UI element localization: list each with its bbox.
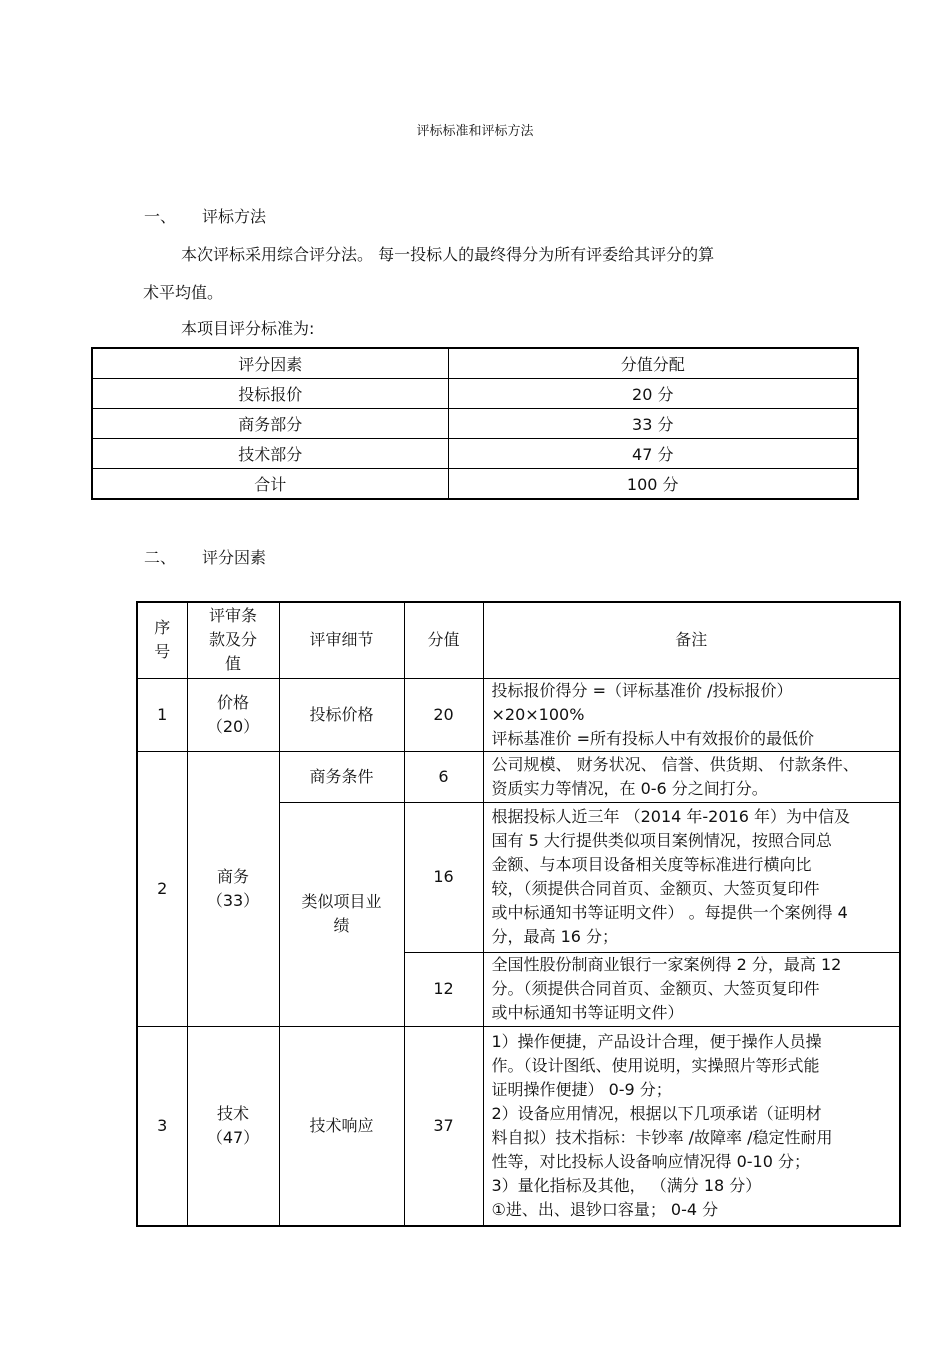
allocation-cell: 47 分 xyxy=(448,439,858,469)
page-title: 评标标准和评标方法 xyxy=(416,124,534,139)
score-cell: 20 xyxy=(404,678,483,751)
allocation-cell: 33 分 xyxy=(448,409,858,439)
note-line: 证明操作便捷） 0-9 分； xyxy=(491,1079,672,1099)
note-line: 全国性股份制商业银行一家案例得 2 分，最高 12 xyxy=(491,955,842,974)
table-header-row xyxy=(92,348,858,379)
allocation-cell: 100 分 xyxy=(448,469,858,500)
section-1-heading xyxy=(144,204,444,226)
section-1-title: 评标方法 xyxy=(202,207,267,226)
note-line: 或中标通知书等证明文件） xyxy=(491,1003,684,1022)
section-2-heading xyxy=(144,545,444,567)
table-row xyxy=(92,379,858,409)
note-line: 分。（须提供合同首页、金额页、大签页复印件 xyxy=(491,979,820,998)
note-line: ×20×100% xyxy=(491,704,585,724)
table-row xyxy=(137,751,900,802)
item-cell: 商务 （33） xyxy=(187,751,279,1026)
score-allocation-table xyxy=(91,347,859,500)
note-line: 料自拟）技术指标：卡钞率 /故障率 /稳定性耐用 xyxy=(491,1127,833,1147)
header-score: 分值 xyxy=(404,602,483,678)
score-cell: 37 xyxy=(404,1026,483,1226)
header-detail: 评审细节 xyxy=(279,602,404,678)
score-cell: 16 xyxy=(404,802,483,952)
factor-cell: 合计 xyxy=(92,469,448,500)
section-2-title: 评分因素 xyxy=(202,548,267,567)
header-item: 评审条 款及分 值 xyxy=(187,602,279,678)
factor-cell: 技术部分 xyxy=(92,439,448,469)
serial-cell: 2 xyxy=(137,751,187,1026)
score-standard-intro: 本项目评分标准为: xyxy=(181,319,315,338)
serial-cell: 1 xyxy=(137,678,187,751)
method-paragraph-line-1: 本次评标采用综合评分法。 每一投标人的最终得分为所有评委给其评分的算 xyxy=(181,245,715,264)
note-cell xyxy=(483,1026,900,1226)
note-line: 金额、与本项目设备相关度等标准进行横向比 xyxy=(491,855,812,874)
note-line: 2）设备应用情况，根据以下几项承诺（证明材 xyxy=(491,1103,822,1123)
detail-cell: 技术响应 xyxy=(279,1026,404,1226)
table-row xyxy=(92,409,858,439)
factor-cell: 投标报价 xyxy=(92,379,448,409)
detail-cell: 类似项目业 绩 xyxy=(279,802,404,1026)
note-line: 较，（须提供合同首页、金额页、大签页复印件 xyxy=(491,879,820,898)
header-allocation: 分值分配 xyxy=(448,348,858,379)
method-paragraph-line-2: 术平均值。 xyxy=(143,283,224,302)
header-factor: 评分因素 xyxy=(92,348,448,379)
note-line: ①进、出、退钞口容量； 0-4 分 xyxy=(491,1199,719,1219)
header-serial: 序 号 xyxy=(137,602,187,678)
header-note: 备注 xyxy=(483,602,900,678)
item-cell: 价格 （20） xyxy=(187,678,279,751)
note-cell xyxy=(483,678,900,751)
detail-cell: 商务条件 xyxy=(279,751,404,802)
factor-cell: 商务部分 xyxy=(92,409,448,439)
table-row xyxy=(92,469,858,500)
table-header-row xyxy=(137,602,900,678)
note-cell xyxy=(483,952,900,1026)
note-line: 1）操作便捷，产品设计合理，便于操作人员操 xyxy=(491,1031,822,1051)
table-row xyxy=(137,678,900,751)
serial-cell: 3 xyxy=(137,1026,187,1226)
score-cell: 6 xyxy=(404,751,483,802)
table-row xyxy=(92,439,858,469)
note-line: 性等，对比投标人设备响应情况得 0-10 分； xyxy=(491,1151,810,1171)
note-line: 评标基准价 =所有投标人中有效报价的最低价 xyxy=(491,728,814,748)
note-line: 或中标通知书等证明文件） 。每提供一个案例得 4 xyxy=(491,903,848,922)
note-line: 投标报价得分 =（评标基准价 /投标报价） xyxy=(491,680,793,700)
note-line: 3）量化指标及其他， （满分 18 分） xyxy=(491,1175,762,1195)
section-2-number: 二、 xyxy=(144,548,177,567)
note-line: 公司规模、 财务状况、 信誉、供货期、 付款条件、 xyxy=(491,754,859,774)
item-cell: 技术 （47） xyxy=(187,1026,279,1226)
section-1-number: 一、 xyxy=(144,207,177,226)
note-line: 作。（设计图纸、使用说明，实操照片等形式能 xyxy=(491,1055,820,1075)
note-line: 根据投标人近三年 （2014 年-2016 年）为中信及 xyxy=(491,807,850,826)
note-cell xyxy=(483,802,900,952)
detail-cell: 投标价格 xyxy=(279,678,404,751)
scoring-factors-table xyxy=(136,601,901,1227)
allocation-cell: 20 分 xyxy=(448,379,858,409)
score-cell: 12 xyxy=(404,952,483,1026)
note-line: 国有 5 大行提供类似项目案例情况，按照合同总 xyxy=(491,831,832,850)
note-cell xyxy=(483,751,900,802)
table-row xyxy=(137,1026,900,1226)
note-line: 分，最高 16 分； xyxy=(491,927,619,946)
note-line: 资质实力等情况，在 0-6 分之间打分。 xyxy=(491,778,768,798)
